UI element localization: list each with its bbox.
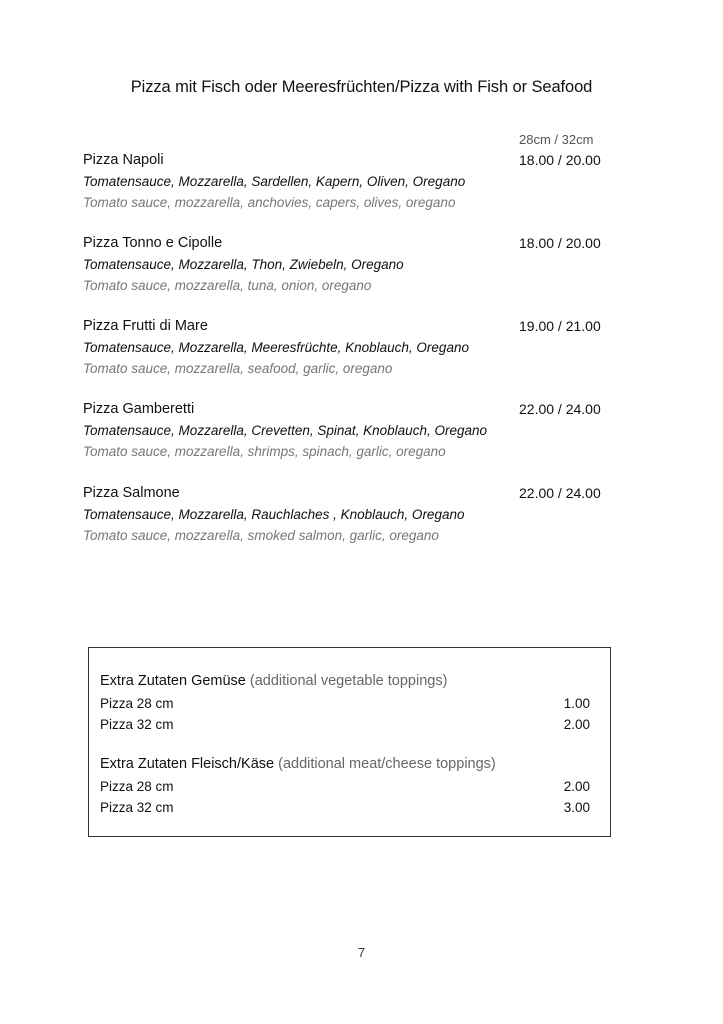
- item-name: Pizza Napoli: [83, 152, 164, 168]
- extras-heading-de: Extra Zutaten Fleisch/Käse: [100, 756, 275, 772]
- extras-row-label: Pizza 32 cm: [100, 800, 174, 815]
- extras-heading-de: Extra Zutaten Gemüse: [100, 673, 246, 689]
- item-name: Pizza Gamberetti: [83, 401, 195, 417]
- size-header: 28cm / 32cm: [519, 132, 594, 147]
- item-description-de: Tomatensauce, Mozzarella, Crevetten, Spinat, Knoblauch, Oregano: [83, 423, 487, 438]
- extras-heading-en: (additional meat/cheese toppings): [278, 756, 496, 772]
- item-price: 19.00 / 21.00: [519, 318, 601, 334]
- item-description-de: Tomatensauce, Mozzarella, Thon, Zwiebeln, Oregano: [83, 257, 404, 272]
- extras-row-label: Pizza 28 cm: [100, 779, 174, 794]
- extras-heading-en: (additional vegetable toppings): [249, 673, 448, 689]
- item-price: 22.00 / 24.00: [519, 401, 601, 417]
- item-name: Pizza Frutti di Mare: [83, 318, 208, 334]
- item-description-en: Tomato sauce, mozzarella, anchovies, capers, olives, oregano: [83, 195, 456, 210]
- extras-box: [88, 647, 611, 837]
- extras-row-price: 1.00: [563, 696, 590, 711]
- item-description-en: Tomato sauce, mozzarella, shrimps, spinach, garlic, oregano: [83, 444, 446, 459]
- extras-row-price: 3.00: [563, 800, 590, 815]
- item-price: 22.00 / 24.00: [519, 485, 601, 501]
- item-name: Pizza Tonno e Cipolle: [83, 235, 223, 251]
- item-description-de: Tomatensauce, Mozzarella, Sardellen, Kapern, Oliven, Oregano: [83, 174, 466, 189]
- item-description-de: Tomatensauce, Mozzarella, Meeresfrüchte, Knoblauch, Oregano: [83, 340, 469, 355]
- item-price: 18.00 / 20.00: [519, 235, 601, 251]
- page-number: 7: [357, 945, 366, 960]
- item-description-de: Tomatensauce, Mozzarella, Rauchlaches , Knoblauch, Oregano: [83, 507, 465, 522]
- item-description-en: Tomato sauce, mozzarella, seafood, garlic, oregano: [83, 361, 393, 376]
- extras-row-price: 2.00: [563, 717, 590, 732]
- extras-row-label: Pizza 28 cm: [100, 696, 174, 711]
- extras-heading-meat-cheese: [100, 756, 496, 772]
- item-name: Pizza Salmone: [83, 485, 180, 501]
- extras-row-label: Pizza 32 cm: [100, 717, 174, 732]
- page-title: Pizza mit Fisch oder Meeresfrüchten/Pizza with Fish or Seafood: [130, 78, 593, 96]
- item-description-en: Tomato sauce, mozzarella, tuna, onion, oregano: [83, 278, 372, 293]
- item-description-en: Tomato sauce, mozzarella, smoked salmon, garlic, oregano: [83, 528, 439, 543]
- extras-row-price: 2.00: [563, 779, 590, 794]
- extras-heading-vegetable: [100, 673, 447, 689]
- item-price: 18.00 / 20.00: [519, 152, 601, 168]
